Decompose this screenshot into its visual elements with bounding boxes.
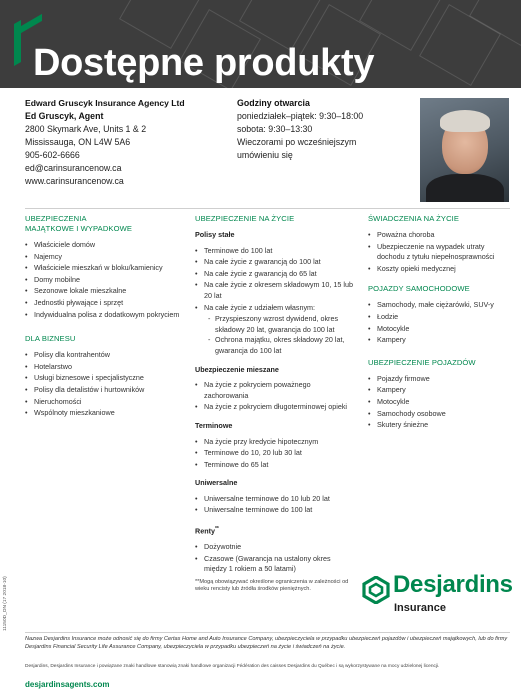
column-life-insurance: [195, 214, 355, 594]
column-benefits-vehicles: [368, 214, 513, 439]
section-title: ŚWIADCZENIA NA ŻYCIE: [368, 214, 460, 223]
product-list: [368, 374, 513, 431]
list-item: • Sezonowe lokale mieszkalne: [25, 286, 185, 297]
column-property-business: [25, 214, 185, 427]
desjardins-logo: [362, 572, 512, 620]
group-heading: Uniwersalne: [195, 478, 238, 488]
list-item: • Właściciele mieszkań w bloku/kamienicy: [25, 263, 185, 274]
website-link[interactable]: www.carinsurancenow.ca: [25, 176, 124, 186]
list-item: • Najemcy: [25, 252, 185, 263]
page-title: Dostępne produkty: [33, 42, 375, 84]
list-item: - Przyspieszony wzrost dywidend, okres składowy 20 lat, gwarancja do 100 lat: [208, 314, 355, 335]
hours-line: sobota: 9:30–13:30: [237, 124, 313, 134]
group-heading: Terminowe: [195, 420, 233, 430]
list-item: • Terminowe do 65 lat: [195, 460, 355, 471]
list-item: • Terminowe do 10, 20 lub 30 lat: [195, 448, 355, 459]
logo-subtitle: Insurance: [394, 602, 446, 614]
hours-line: umówieniu się: [237, 150, 293, 160]
list-item: • Motocykle: [368, 324, 513, 335]
list-item: • Polisy dla kontrahentów: [25, 350, 185, 361]
list-item: • Nieruchomości: [25, 397, 185, 408]
list-item: • Pojazdy firmowe: [368, 374, 513, 385]
hours-title: Godziny otwarcia: [237, 98, 310, 108]
section-title: UBEZPIECZENIE NA ŻYCIE: [195, 214, 295, 223]
logo-wordmark: Desjardins: [393, 571, 513, 598]
list-item: • Dożywotnie: [195, 542, 355, 553]
list-item: • Samochody osobowe: [368, 409, 513, 420]
disclaimer-text: Nazwa Desjardins Insurance może odnosić się do firmy Certas Home and Auto Insurance Company, ubezpieczyciela w przypadku ubezpieczeń pojazdów i ubezpieczeń majątkowych, lub do firmy Desjardins Financial Security Life Assurance Company, ubezpieczyciela w przypadku ubezpieczeń na życie i świadczeń na życie.: [25, 636, 508, 650]
list-item: • Kampery: [368, 335, 513, 346]
section-title: UBEZPIECZENIA MAJĄTKOWE I WYPADKOWE: [25, 214, 133, 233]
list-item: • Usługi biznesowe i specjalistyczne: [25, 373, 185, 384]
list-item: • Jednostki pływające i sprzęt: [25, 298, 185, 309]
footer-website-link[interactable]: desjardinsagents.com: [25, 680, 110, 689]
list-item: - Ochrona majątku, okres składowy 20 lat, gwarancja do 100 lat: [208, 335, 355, 356]
list-item: • Polisy dla detalistów i hurtowników: [25, 385, 185, 396]
group-heading: Renty**: [195, 526, 219, 536]
product-list: [25, 240, 185, 320]
list-item: • Hotelarstwo: [25, 362, 185, 373]
product-list: [195, 542, 355, 575]
list-item: • Czasowe (Gwarancja na ustalony okres między 1 rokiem a 50 latami): [195, 554, 355, 575]
footnote: **Mogą obowiązywać określone ograniczenia w zależności od wieku rencisty lub źródła środków pieniężnych.: [195, 578, 349, 593]
product-list: [195, 494, 355, 516]
list-item: • Indywidualna polisa z dodatkowym pokryciem: [25, 310, 185, 321]
list-item: • Na życie przy kredycie hipotecznym: [195, 437, 355, 448]
group-heading: Polisy stałe: [195, 230, 235, 239]
phone-number[interactable]: 905-602-6666: [25, 150, 80, 160]
legal-text: Desjardins, Desjardins Insurance i powiązane znaki handlowe stanowią znaki handlowe organizacji Fédération des caisses Desjardins du Québec i są wykorzystywane na mocy udzielonej licencji.: [25, 664, 440, 669]
product-list: [195, 380, 355, 413]
list-item: • Na życie z pokryciem poważnego zachorowania: [195, 380, 355, 401]
divider: [25, 208, 510, 209]
product-sublist: [208, 314, 355, 356]
list-item: • Motocykle: [368, 397, 513, 408]
agent-photo: [420, 98, 509, 202]
list-item: • Terminowe do 100 lat: [195, 246, 355, 257]
list-item: • Łodzie: [368, 312, 513, 323]
address-line-1: 2800 Skymark Ave, Units 1 & 2: [25, 124, 147, 134]
product-list: [195, 437, 355, 471]
document-code: 11150D_ON (17 2018-10): [3, 576, 8, 631]
list-item: • Domy mobilne: [25, 275, 185, 286]
product-list: [368, 300, 513, 345]
list-item: • Na całe życie z udziałem własnym:: [195, 303, 355, 314]
header-banner: [0, 0, 521, 88]
section-title: POJAZDY SAMOCHODOWE: [368, 284, 470, 294]
email-link[interactable]: ed@carinsurancenow.ca: [25, 163, 122, 173]
list-item: • Koszty opieki medycznej: [368, 264, 513, 275]
list-item: • Na życie z pokryciem długoterminowej opieki: [195, 402, 355, 413]
hours-line: Wieczorami po wcześniejszym: [237, 137, 357, 147]
list-item: • Wspólnoty mieszkaniowe: [25, 408, 185, 419]
agency-name: Edward Gruscyk Insurance Agency Ltd: [25, 98, 185, 108]
product-list: [368, 230, 513, 274]
product-list: [25, 350, 185, 419]
list-item: • Uniwersalne terminowe do 10 lub 20 lat: [195, 494, 355, 505]
list-item: • Samochody, małe ciężarówki, SUV-y: [368, 300, 513, 311]
section-title: UBEZPIECZENIE POJAZDÓW: [368, 357, 476, 367]
list-item: • Skutery śnieżne: [368, 420, 513, 431]
product-list: [195, 246, 355, 314]
desjardins-hexagon-icon: [362, 576, 390, 604]
footer-divider: [25, 632, 510, 633]
section-title: DLA BIZNESU: [25, 334, 76, 344]
list-item: • Na całe życie z gwarancją do 65 lat: [195, 269, 355, 280]
list-item: • Właściciele domów: [25, 240, 185, 251]
hours-line: poniedziałek–piątek: 9:30–18:00: [237, 111, 364, 121]
list-item: • Kampery: [368, 385, 513, 396]
group-heading: Ubezpieczenie mieszane: [195, 364, 279, 374]
list-item: • Ubezpieczenie na wypadek utraty dochodu z tytułu niepełnosprawności: [368, 242, 513, 263]
address-line-2: Mississauga, ON L4W 5A6: [25, 137, 131, 147]
list-item: • Na całe życie z okresem składowym 10, 15 lub 20 lat: [195, 280, 355, 301]
agency-info: [25, 97, 230, 188]
list-item: • Poważna choroba: [368, 230, 513, 241]
list-item: • Uniwersalne terminowe do 100 lat: [195, 505, 355, 516]
agent-name: Ed Gruscyk, Agent: [25, 111, 104, 121]
opening-hours: [237, 97, 412, 162]
list-item: • Na całe życie z gwarancją do 100 lat: [195, 257, 355, 268]
